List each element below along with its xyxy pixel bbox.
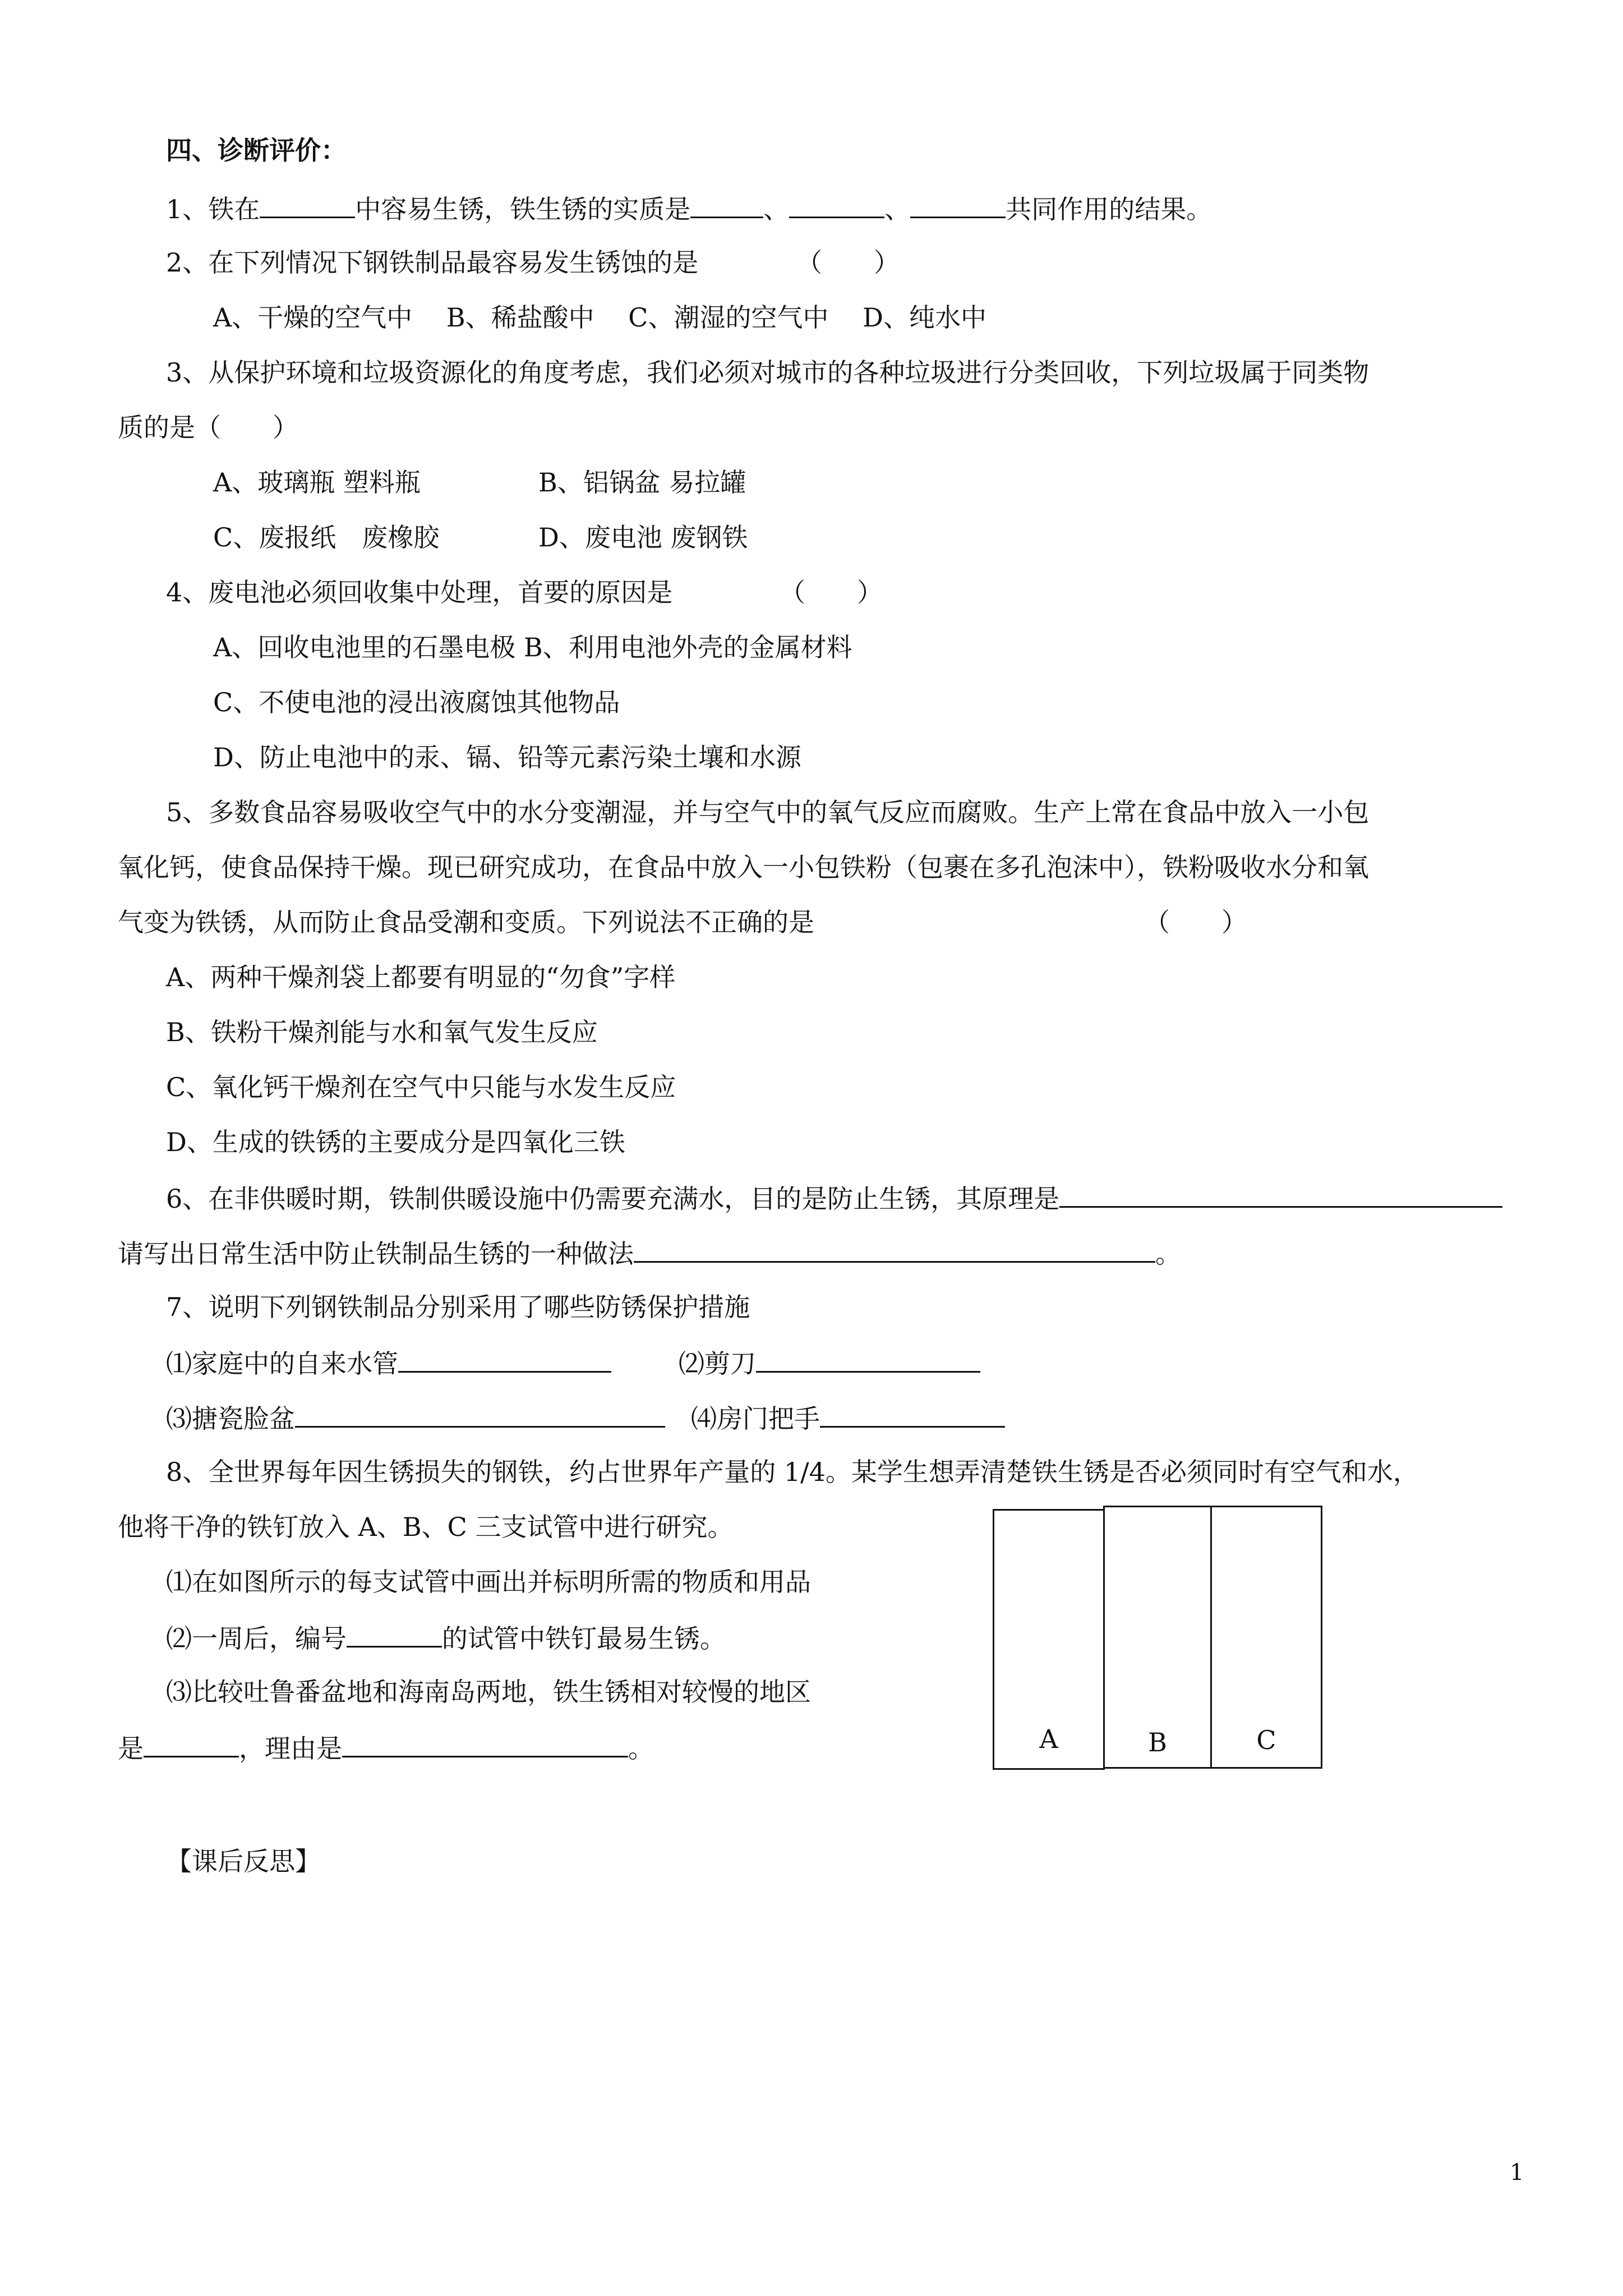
reflection-heading: 【课后反思】 (166, 1846, 321, 1876)
q7-item-4 (691, 1400, 1005, 1435)
q7-blank-4[interactable] (820, 1400, 1005, 1428)
q8-sub-2 (166, 1620, 726, 1655)
q8-sub-2-text-a: ⑵一周后，编号 (166, 1623, 347, 1654)
q5-answer-paren[interactable]: （ ） (1144, 907, 1247, 937)
q6-text-2: 请写出日常生活中防止铁制品生锈的一种做法 (118, 1239, 634, 1269)
q1-part2: 中容易生锈，铁生锈的实质是 (355, 194, 691, 224)
q1-blank-4[interactable] (910, 191, 1006, 218)
q5-option-a: A、两种干燥剂袋上都要有明显的“勿食”字样 (166, 962, 676, 992)
q8-sub-3-text-b: 是 (118, 1733, 144, 1764)
q3-option-d: D、废电池 废钢铁 (538, 522, 748, 553)
question-8-line-1: 8、全世界每年因生锈损失的钢铁，约占世界年产量的 1/4。某学生想弄清楚铁生锈是否必须同时有空气和水， (166, 1457, 1419, 1487)
q7-item-3-label: ⑶搪瓷脸盆 (166, 1404, 295, 1434)
q8-blank-region[interactable] (144, 1730, 239, 1757)
q1-part3: 、 (763, 194, 790, 224)
question-5-line-2: 氧化钙，使食品保持干燥。现已研究成功，在食品中放入一小包铁粉（包裹在多孔泡沫中），铁粉吸收水分和氧 (118, 852, 1369, 882)
question-3-line-2: 质的是（ ） (118, 412, 298, 443)
tube-b-label: B (1148, 1727, 1167, 1757)
question-1 (166, 191, 1212, 226)
q1-blank-3[interactable] (789, 191, 884, 218)
q4-answer-paren[interactable]: （ ） (780, 577, 883, 608)
question-2: 2、在下列情况下钢铁制品最容易发生锈蚀的是 (166, 247, 699, 278)
question-3-line-1: 3、从保护环境和垃圾资源化的角度考虑，我们必须对城市的各种垃圾进行分类回收，下列垃圾属于同类物 (166, 357, 1370, 388)
q7-item-3 (166, 1400, 665, 1435)
q5-option-b: B、铁粉干燥剂能与水和氧气发生反应 (166, 1017, 598, 1047)
q5-option-c: C、氧化钙干燥剂在空气中只能与水发生反应 (166, 1072, 676, 1102)
q8-sub-3-line-2 (118, 1730, 654, 1765)
page-number: 1 (1510, 2160, 1524, 2185)
section-title: 四、诊断评价： (166, 135, 347, 165)
question-8-line-2: 他将干净的铁钉放入 A、B、C 三支试管中进行研究。 (118, 1512, 734, 1542)
q8-sub-3-line-1: ⑶比较吐鲁番盆地和海南岛两地，铁生锈相对较慢的地区 (166, 1677, 811, 1707)
q7-blank-2[interactable] (756, 1345, 980, 1373)
q8-sub-2-text-b: 的试管中铁钉最易生锈。 (442, 1623, 726, 1654)
q3-option-a: A、玻璃瓶 塑料瓶 (213, 467, 421, 498)
q7-item-2-label: ⑵剪刀 (679, 1349, 756, 1379)
question-4: 4、废电池必须回收集中处理，首要的原因是 (166, 577, 673, 608)
tube-a-label: A (1039, 1724, 1058, 1754)
q7-item-1-label: ⑴家庭中的自来水管 (166, 1349, 398, 1379)
q1-blank-2[interactable] (690, 191, 763, 218)
question-6-line-1 (166, 1180, 1502, 1216)
q8-blank-reason[interactable] (342, 1730, 628, 1757)
q7-item-4-label: ⑷房门把手 (691, 1404, 820, 1434)
q4-option-d: D、防止电池中的汞、镉、铅等元素污染土壤和水源 (213, 742, 801, 772)
q2-answer-paren[interactable]: （ ） (796, 247, 900, 278)
q8-sub-3-text-d: 。 (628, 1733, 654, 1764)
question-7: 7、说明下列钢铁制品分别采用了哪些防锈保护措施 (166, 1292, 750, 1322)
q6-end: 。 (1155, 1239, 1181, 1269)
q6-text-1: 6、在非供暖时期，铁制供暖设施中仍需要充满水，目的是防止生锈，其原理是 (166, 1184, 1060, 1214)
q5-option-d: D、生成的铁锈的主要成分是四氧化三铁 (166, 1127, 625, 1157)
q6-blank-2[interactable] (634, 1235, 1155, 1263)
q8-blank-number[interactable] (347, 1620, 442, 1648)
q3-option-b: B、铝锅盆 易拉罐 (538, 467, 746, 498)
q1-blank-1[interactable] (260, 191, 355, 218)
q2-options: A、干燥的空气中 B、稀盐酸中 C、潮湿的空气中 D、纯水中 (213, 302, 986, 333)
test-tube-b (1103, 1506, 1212, 1769)
q7-blank-3[interactable] (295, 1400, 665, 1428)
q3-option-c: C、废报纸 废橡胶 (213, 522, 440, 553)
q1-part5: 共同作用的结果。 (1006, 194, 1212, 224)
q7-item-1 (166, 1345, 611, 1381)
q7-item-2 (679, 1345, 980, 1381)
q8-sub-3-text-c: ，理由是 (239, 1733, 342, 1764)
test-tube-a (993, 1509, 1105, 1770)
test-tube-c (1210, 1506, 1322, 1769)
tube-c-label: C (1256, 1725, 1276, 1755)
q7-blank-1[interactable] (398, 1345, 611, 1373)
q4-option-ab: A、回收电池里的石墨电极 B、利用电池外壳的金属材料 (213, 632, 852, 662)
q1-part4: 、 (884, 194, 911, 224)
q1-part1: 1、铁在 (166, 194, 260, 224)
q4-option-c: C、不使电池的浸出液腐蚀其他物品 (213, 687, 620, 717)
q8-sub-1: ⑴在如图所示的每支试管中画出并标明所需的物质和用品 (166, 1567, 811, 1597)
q6-blank-1[interactable] (1059, 1180, 1502, 1208)
question-5-line-1: 5、多数食品容易吸收空气中的水分变潮湿，并与空气中的氧气反应而腐败。生产上常在食品中放入一小包 (166, 797, 1370, 827)
question-5-line-3: 气变为铁锈，从而防止食品受潮和变质。下列说法不正确的是 (118, 907, 814, 937)
question-6-line-2 (118, 1235, 1181, 1271)
